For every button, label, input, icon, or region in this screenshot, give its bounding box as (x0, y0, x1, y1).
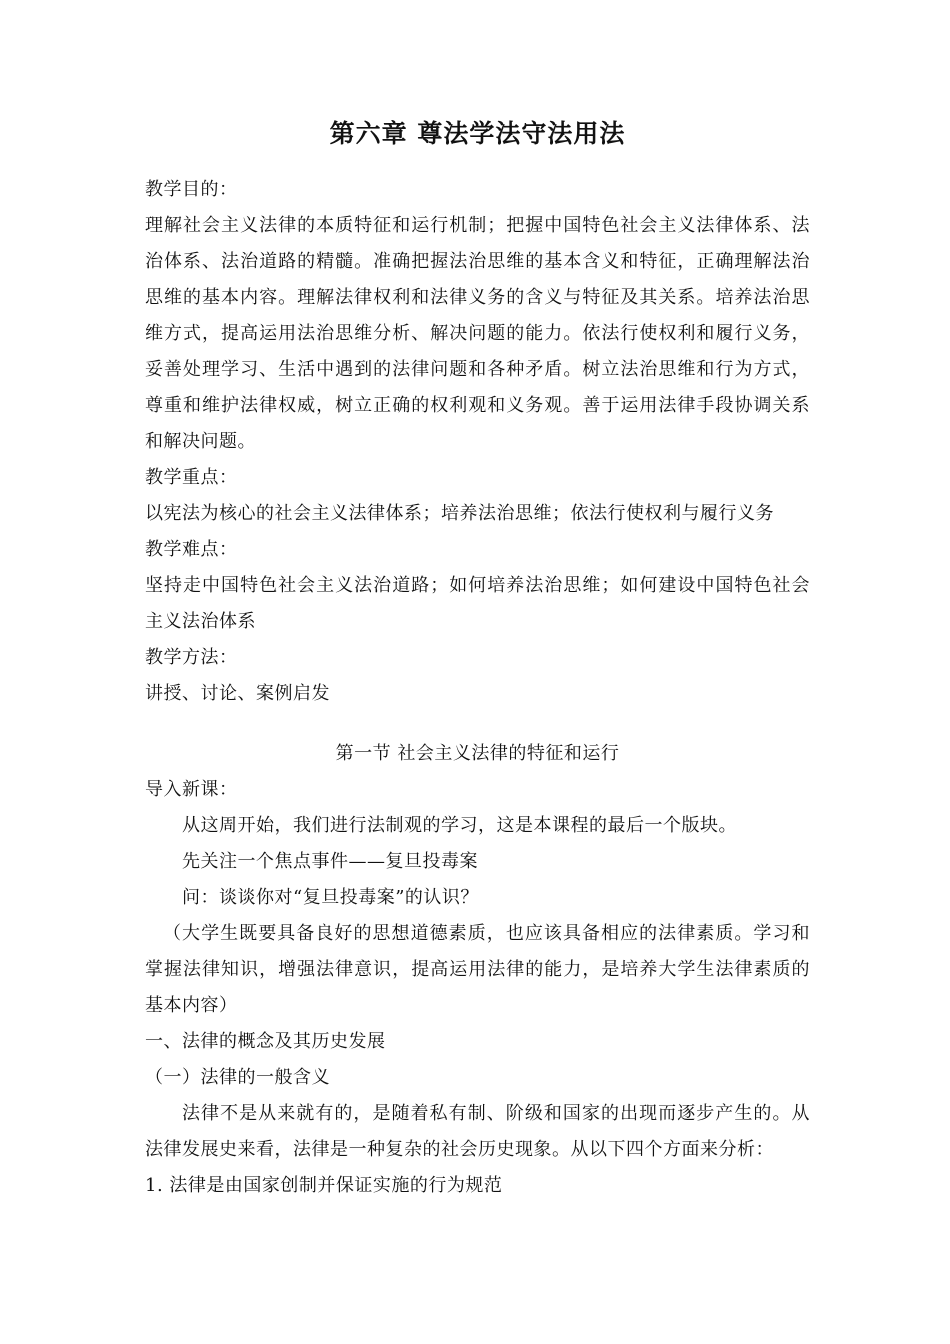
key-points-label: 教学重点： (145, 467, 238, 488)
intro-paragraph-1: 从这周开始，我们进行法制观的学习，这是本课程的最后一个版块。 (182, 815, 737, 836)
key-points-text: 以宪法为核心的社会主义法律体系；培养法治思维；依法行使权利与履行义务 (145, 503, 774, 524)
difficulties-text: 坚持走中国特色社会主义法治道路；如何培养法治思维；如何建设中国特色社会主义法治体系 (145, 575, 810, 632)
intro-label: 导入新课： (145, 779, 238, 800)
heading-1-1: （一）法律的一般含义 (145, 1067, 330, 1088)
point-1: 1. 法律是由国家创制并保证实施的行为规范 (145, 1175, 503, 1196)
methods-text: 讲授、讨论、案例启发 (145, 683, 330, 704)
heading-1: 一、法律的概念及其历史发展 (145, 1031, 386, 1052)
difficulties-label: 教学难点： (145, 539, 238, 560)
law-paragraph: 法律不是从来就有的，是随着私有制、阶级和国家的出现而逐步产生的。从法律发展史来看，法律是一种复杂的社会历史现象。从以下四个方面来分析： (145, 1103, 810, 1160)
chapter-title: 第六章 尊法学法守法用法 (329, 119, 626, 148)
intro-note: （大学生既要具备良好的思想道德素质，也应该具备相应的法律素质。学习和掌握法律知识，增强法律意识，提高运用法律的能力，是培养大学生法律素质的基本内容） (145, 923, 810, 1016)
document-content (145, 116, 810, 1204)
methods-label: 教学方法： (145, 647, 238, 668)
section-title: 第一节 社会主义法律的特征和运行 (335, 743, 620, 764)
objectives-label: 教学目的： (145, 179, 238, 200)
intro-question: 问：谈谈你对“复旦投毒案”的认识？ (182, 887, 479, 908)
intro-paragraph-2: 先关注一个焦点事件——复旦投毒案 (182, 851, 478, 872)
objectives-text: 理解社会主义法律的本质特征和运行机制；把握中国特色社会主义法律体系、法治体系、法治道路的精髓。准确把握法治思维的基本含义和特征，正确理解法治思维的基本内容。理解法律权利和法律义务的含义与特征及其关系。培养法治思维方式，提高运用法治思维分析、解决问题的能力。依法行使权利和履行义务，妥善处理学习、生活中遇到的法律问题和各种矛盾。树立法治思维和行为方式，尊重和维护法律权威，树立正确的权利观和义务观。善于运用法律手段协调关系和解决问题。 (145, 215, 810, 452)
